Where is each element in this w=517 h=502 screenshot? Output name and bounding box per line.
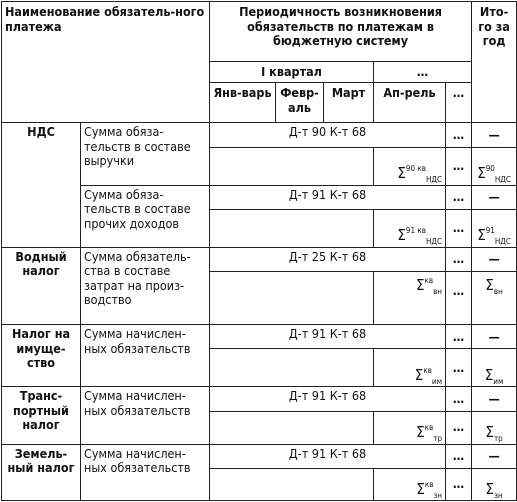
sigma-sum-water — [416, 278, 442, 296]
dots-vat-other-2-text: … — [452, 220, 465, 236]
header-month-april-text: Ап-рель — [383, 85, 436, 101]
sigma-glyph: Σ — [477, 226, 486, 245]
dots-vat-revenue-1-text: … — [452, 126, 465, 142]
dash-transport — [472, 387, 517, 411]
entry-water — [210, 247, 446, 271]
sum-property — [374, 349, 446, 387]
header-month-april — [374, 83, 446, 123]
dots-land-1 — [446, 444, 472, 468]
total-water — [472, 272, 517, 325]
empty-cell — [210, 147, 374, 185]
dash-transport-text: — — [488, 390, 500, 406]
sum-sub: НДС — [425, 237, 443, 247]
sum-sup: кв — [424, 276, 434, 286]
dots-land-2 — [446, 468, 472, 500]
dots-transport-1-text: … — [452, 390, 465, 406]
tax-name-water — [2, 247, 81, 324]
sigma-total-land — [485, 479, 503, 500]
dots-property-1-text: … — [452, 328, 465, 344]
desc-transport-text: Сумма начислен-ных обязательств — [84, 388, 191, 418]
dash-property-text: — — [488, 328, 500, 344]
header-payment-name-text: Наименование обязатель-ного платежа — [5, 4, 205, 34]
total-vat-other — [472, 209, 517, 247]
header-month-more-text: … — [452, 85, 465, 101]
sigma-glyph: Σ — [485, 479, 495, 498]
total-sub: им — [493, 376, 504, 386]
entry-property-text: Д-т 91 К-т 68 — [288, 326, 367, 342]
total-sup: 90 — [485, 164, 495, 174]
sigma-glyph: Σ — [397, 164, 406, 183]
dots-vat-other-1-text: … — [452, 189, 465, 204]
dash-vat-other-text: — — [488, 189, 500, 204]
empty-cell — [210, 272, 374, 325]
dots-vat-other-2 — [446, 209, 472, 247]
dots-property-2-text: … — [452, 359, 465, 375]
desc-property — [81, 325, 210, 387]
dots-water-2-text: … — [452, 283, 465, 299]
desc-water-text: Сумма обязатель-ства в составе затрат на произ-водство — [84, 248, 191, 308]
header-total — [472, 2, 517, 123]
empty-cell — [210, 209, 374, 247]
tax-name-land-text: Земель-ный налог — [7, 445, 75, 476]
total-property — [472, 349, 517, 387]
sum-land — [374, 468, 446, 500]
sum-sub: зн — [433, 490, 443, 500]
entry-water-text: Д-т 25 К-т 68 — [288, 248, 367, 264]
header-month-february-text: Февр-аль — [280, 85, 319, 115]
sum-transport — [374, 411, 446, 444]
empty-cell — [210, 468, 374, 500]
total-land — [472, 468, 517, 500]
entry-vat-other — [210, 185, 446, 209]
desc-vat-revenue-text: Сумма обяза-тельств в составе выручки — [84, 124, 191, 169]
header-periodicity-text: Периодичность возникновения обязательств по платежам в бюджетную систему — [239, 4, 442, 48]
total-sup: 91 — [485, 226, 495, 236]
sum-sub: им — [431, 376, 443, 386]
total-sub: тр — [493, 434, 503, 444]
entry-vat-other-text: Д-т 91 К-т 68 — [288, 186, 367, 202]
header-total-text: Ито-го за год — [478, 4, 510, 48]
sum-vat-other — [374, 209, 446, 247]
sum-vat-revenue — [374, 147, 446, 185]
sigma-glyph: Σ — [415, 276, 425, 295]
sigma-glyph: Σ — [414, 365, 424, 384]
dots-vat-revenue-1 — [446, 123, 472, 147]
tax-name-property-text: Налог на имуще-ство — [11, 326, 71, 371]
total-sub: НДС — [494, 175, 511, 185]
empty-cell — [210, 411, 374, 444]
tax-name-vat-text: НДС — [27, 124, 55, 140]
sigma-glyph: Σ — [416, 423, 425, 442]
dots-water-2 — [446, 272, 472, 325]
total-vat-revenue — [472, 147, 517, 185]
dash-property — [472, 325, 517, 349]
sum-sup: кв — [423, 365, 432, 375]
sum-sup: 90 кв — [405, 164, 426, 174]
sum-sup: кв — [424, 423, 434, 433]
dots-land-2-text: … — [452, 476, 465, 492]
sum-sup: кв — [424, 479, 434, 489]
dots-property-2 — [446, 349, 472, 387]
dots-transport-2 — [446, 411, 472, 444]
sigma-sum-transport — [416, 425, 442, 443]
dots-water-1 — [446, 247, 472, 271]
sigma-glyph: Σ — [416, 479, 425, 498]
header-month-march — [324, 83, 374, 123]
dash-vat-revenue-text: — — [488, 126, 500, 142]
dots-water-1-text: … — [452, 251, 465, 267]
tax-name-transport — [2, 387, 81, 444]
sigma-glyph: Σ — [485, 423, 494, 442]
header-quarter-more-text: … — [416, 64, 429, 80]
tax-name-water-text: Водный налог — [15, 248, 67, 279]
header-quarter-more — [374, 62, 472, 83]
tax-name-vat — [2, 123, 81, 247]
header-month-january-text: Янв-варь — [213, 85, 272, 101]
sigma-total-transport — [485, 425, 502, 443]
desc-land-text: Сумма начислен-ных обязательств — [84, 445, 191, 476]
entry-property — [210, 325, 446, 349]
desc-land — [81, 444, 210, 500]
dash-water-text: — — [488, 251, 500, 267]
dots-vat-revenue-2-text: … — [452, 157, 465, 173]
sigma-glyph: Σ — [484, 365, 494, 384]
header-month-january — [210, 83, 276, 123]
dots-transport-2-text: … — [452, 419, 465, 435]
tax-name-property — [2, 325, 81, 387]
sigma-glyph: Σ — [397, 226, 406, 245]
sigma-total-water — [485, 278, 502, 296]
header-payment-name — [2, 2, 210, 123]
sigma-sum-vat-revenue — [397, 166, 442, 184]
sigma-glyph: Σ — [485, 276, 494, 295]
payment-obligations-table — [1, 1, 517, 501]
dash-vat-other — [472, 185, 517, 209]
dots-transport-1 — [446, 387, 472, 411]
header-month-more — [446, 83, 472, 123]
sigma-sum-vat-other — [397, 228, 442, 246]
sigma-glyph: Σ — [477, 164, 486, 183]
header-quarter-1 — [210, 62, 374, 83]
tax-name-land — [2, 444, 81, 500]
header-periodicity — [210, 2, 472, 62]
desc-vat-revenue — [81, 123, 210, 185]
entry-land — [210, 444, 446, 468]
sum-sub: тр — [433, 434, 443, 444]
header-month-march-text: Март — [331, 85, 366, 101]
sigma-total-property — [484, 365, 504, 386]
dots-land-1-text: … — [452, 447, 465, 463]
total-transport — [472, 411, 517, 444]
entry-vat-revenue — [210, 123, 446, 147]
desc-vat-other-text: Сумма обяза-тельств в составе прочих доходов — [84, 186, 191, 231]
dash-land — [472, 444, 517, 468]
desc-water — [81, 247, 210, 324]
desc-vat-other — [81, 185, 210, 247]
total-sub: вн — [493, 287, 503, 297]
sum-sub: НДС — [425, 175, 443, 185]
dots-vat-revenue-2 — [446, 147, 472, 185]
empty-cell — [210, 349, 374, 387]
sum-sup: 91 кв — [405, 226, 426, 236]
total-sub: НДС — [494, 237, 511, 247]
desc-transport — [81, 387, 210, 444]
total-sub: зн — [494, 490, 503, 500]
entry-vat-revenue-text: Д-т 90 К-т 68 — [288, 124, 367, 140]
dash-vat-revenue — [472, 123, 517, 147]
entry-transport — [210, 387, 446, 411]
entry-land-text: Д-т 91 К-т 68 — [288, 445, 367, 461]
tax-name-transport-text: Транс-портный налог — [13, 388, 69, 433]
sigma-total-vat-revenue — [477, 166, 511, 184]
desc-property-text: Сумма начислен-ных обязательств — [84, 326, 191, 356]
dash-land-text: — — [488, 447, 500, 463]
dots-vat-other-1 — [446, 185, 472, 209]
dash-water — [472, 247, 517, 271]
sum-water — [374, 272, 446, 325]
sum-sub: вн — [433, 287, 443, 297]
dots-property-1 — [446, 325, 472, 349]
sigma-sum-land — [416, 479, 443, 500]
header-quarter-1-text: I квартал — [261, 64, 322, 80]
sigma-total-vat-other — [477, 228, 511, 246]
entry-transport-text: Д-т 91 К-т 68 — [288, 388, 367, 404]
header-month-february — [276, 83, 324, 123]
sigma-sum-property — [414, 365, 443, 386]
